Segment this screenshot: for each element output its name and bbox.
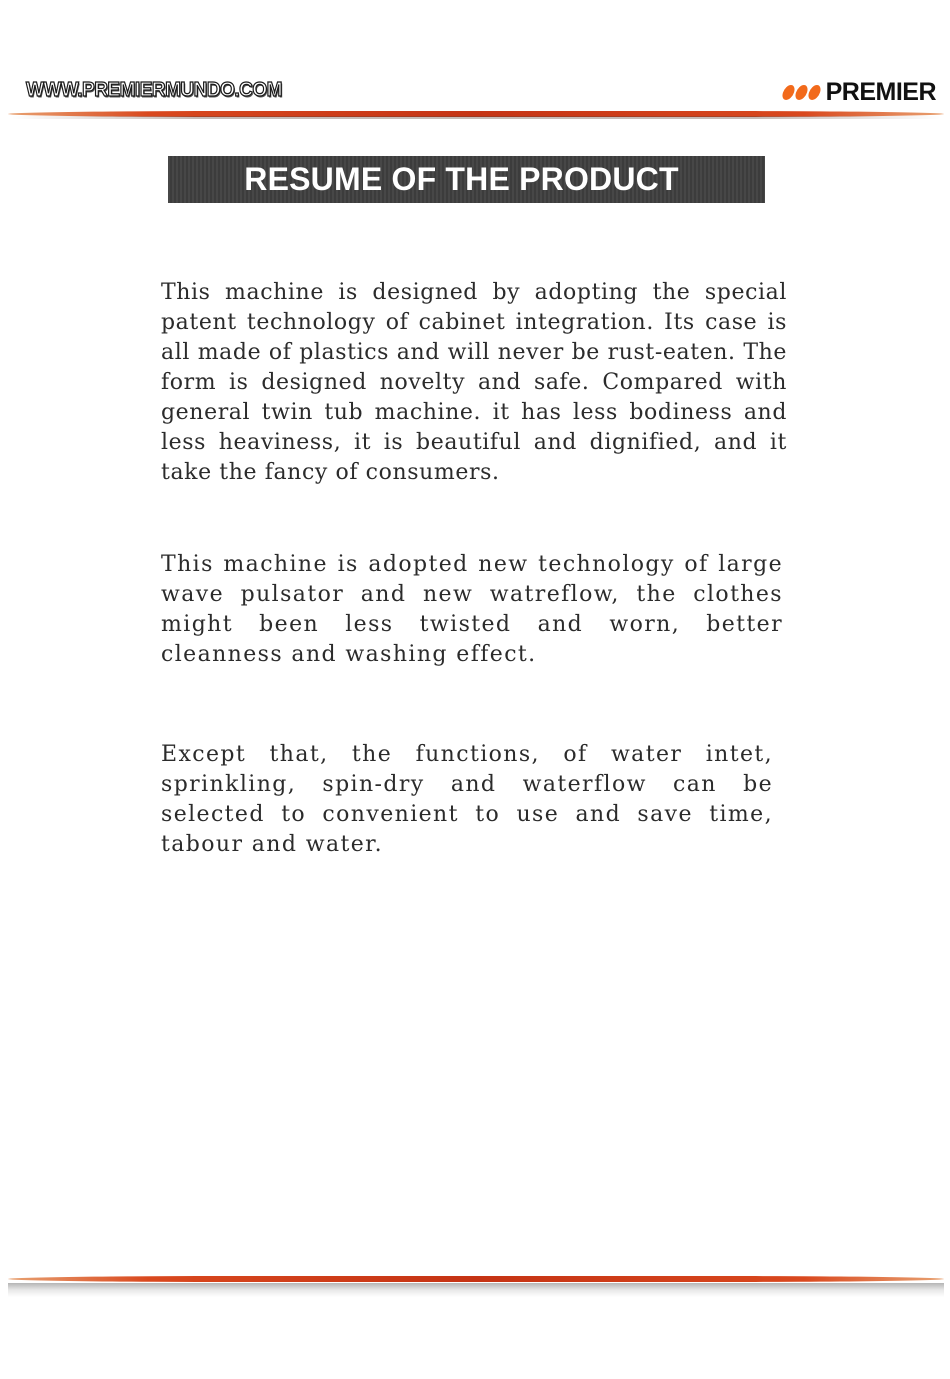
brand-dots-icon (783, 85, 822, 100)
title-banner (168, 156, 765, 203)
website-url: WWW.PREMIERMUNDO.COM (26, 79, 282, 102)
page-title: RESUME OF THE PRODUCT (244, 161, 679, 197)
header-divider-shadow (12, 116, 940, 119)
paragraph-design: This machine is designed by adopting the special patent technology of cabinet integration. Its case is all made of plastics and will never be rust-eaten. The form is designed novelty and safe. Compared with general twin tub machine. it has less bodiness and less heaviness, it is beautiful and dignified, and it take the fancy of consumers. (161, 280, 787, 485)
brand-logo (783, 78, 936, 106)
brand-name: PREMIER (825, 77, 936, 106)
paragraph-technology: This machine is adopted new technology of large wave pulsator and new watreflow, the clothes might been less twisted and worn, better cleanness and washing effect. (161, 552, 783, 667)
footer-divider (8, 1276, 944, 1282)
footer-divider-shadow (8, 1283, 944, 1297)
paragraph-functions: Except that, the functions, of water intet, sprinkling, spin-dry and waterflow can be selected to convenient to use and save time, tabour and water. (161, 742, 773, 857)
